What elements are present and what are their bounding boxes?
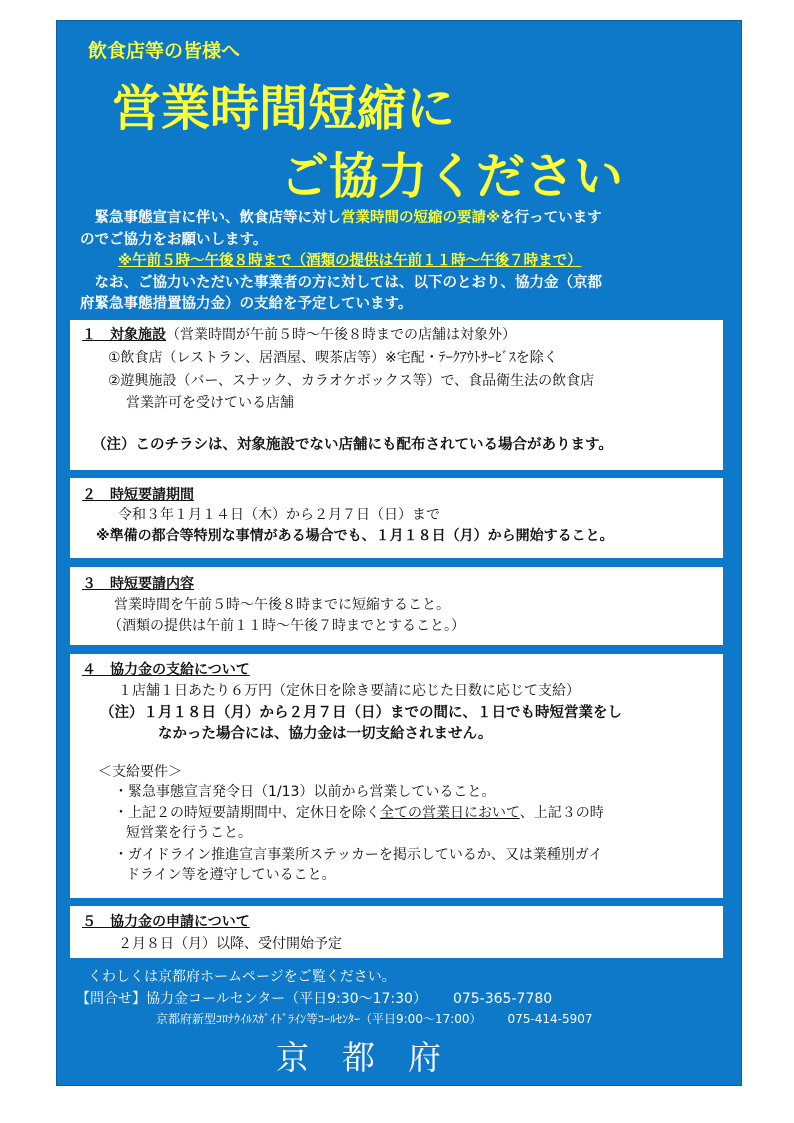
greeting: 飲食店等の皆様へ — [88, 40, 241, 62]
section-1-heading-row — [82, 324, 516, 344]
section-2-heading: ２ 時短要請期間 — [82, 487, 194, 503]
section-request-content — [70, 567, 723, 645]
section-4-line-1: １店舗１日あたり６万円（定休日を除き要請に応じた日数に応じて支給） — [118, 683, 580, 699]
section-1-heading: １ 対象施設 — [82, 327, 166, 343]
requirements-title: ＜支給要件＞ — [98, 764, 182, 780]
intro-line-3: なお、ご協力いただいた事業者の方に対しては、以下のとおり、協力金（京都 — [80, 275, 602, 291]
section-4-heading: ４ 協力金の支給について — [82, 662, 250, 678]
footer-website-note: くわしくは京都府ホームページをご覧ください。 — [88, 969, 396, 985]
section-1-line-3: 営業許可を受けている店舗 — [126, 395, 294, 411]
headline-line-2: ご協力ください — [280, 148, 624, 205]
section-2-note: ※準備の都合等特別な事情がある場合でも、１月１８日（月）から開始すること。 — [96, 528, 614, 544]
headline-line-1: 営業時間短縮に — [112, 80, 456, 137]
section-1-line-1: ①飲食店（レストラン、居酒屋、喫茶店等）※宅配・ﾃｰｸｱｳﾄｻｰﾋﾞｽを除く — [108, 350, 558, 366]
requirement-2-cont: 短営業を行うこと。 — [126, 825, 252, 841]
section-1-note: （注）このチラシは、対象施設でない店舗にも配布されている場合があります。 — [92, 437, 613, 453]
phone-1[interactable]: 075-365-7780 — [452, 991, 553, 1007]
section-application — [70, 906, 723, 958]
footer-contact-2: 京都府新型ｺﾛﾅｳｲﾙｽｶﾞｲﾄﾞﾗｲﾝ等ｺｰﾙｾﾝﾀｰ（平日9:00～17:00） 075-414-5907 — [156, 1012, 593, 1026]
phone-2[interactable]: 075-414-5907 — [507, 1012, 593, 1026]
section-2-line-1: 令和３年１月１４日（木）から２月７日（日）まで — [118, 507, 440, 523]
section-1-line-2: ②遊興施設（バー、スナック、カラオケボックス等）で、食品衛生法の飲食店 — [108, 373, 595, 389]
section-5-heading: ５ 協力金の申請について — [82, 914, 250, 930]
issuer-name: 京 都 府 — [276, 1038, 441, 1077]
intro-line-4: 府緊急事態措置協力金）の支給を予定しています。 — [80, 296, 413, 312]
section-4-note-1: （注）１月１８日（月）から２月７日（日）までの間に、１日でも時短営業をし — [100, 705, 622, 721]
requirement-3: ・ガイドライン推進宣言事業所ステッカーを掲示しているか、又は業種別ガイ — [114, 847, 603, 863]
intro-line-2: のでご協力をお願いします。 — [80, 232, 268, 248]
footer-contact-1: 【問合せ】協力金コールセンター（平日9:30～17:30） 075-365-7780 — [76, 991, 553, 1007]
hours-note: ※午前５時～午後８時まで（酒類の提供は午前１１時～午後７時まで） — [118, 253, 582, 269]
requirement-1: ・緊急事態宣言発令日（1/13）以前から営業していること。 — [114, 784, 496, 800]
requirement-2: ・上記２の時短要請期間中、定休日を除く全ての営業日において、上記３の時 — [114, 805, 604, 821]
section-3-line-1: 営業時間を午前５時～午後８時までに短縮すること。 — [114, 597, 450, 613]
section-1-heading-note: （営業時間が午前５時～午後８時までの店舗は対象外） — [166, 327, 516, 343]
section-3-line-2: （酒類の提供は午前１１時～午後７時までとすること。） — [108, 618, 465, 634]
requirement-3-cont: ドライン等を遵守していること。 — [126, 867, 336, 883]
section-target-facilities — [70, 320, 723, 470]
section-3-heading: ３ 時短要請内容 — [82, 576, 194, 592]
section-request-period — [70, 478, 723, 558]
section-payment — [70, 654, 723, 898]
section-5-line-1: ２月８日（月）以降、受付開始予定 — [118, 936, 342, 952]
section-4-note-2: なかった場合には、協力金は一切支給されません。 — [158, 726, 493, 742]
intro-line-1: 緊急事態宣言に伴い、飲食店等に対し営業時間の短縮の要請※を行っています — [80, 210, 602, 226]
